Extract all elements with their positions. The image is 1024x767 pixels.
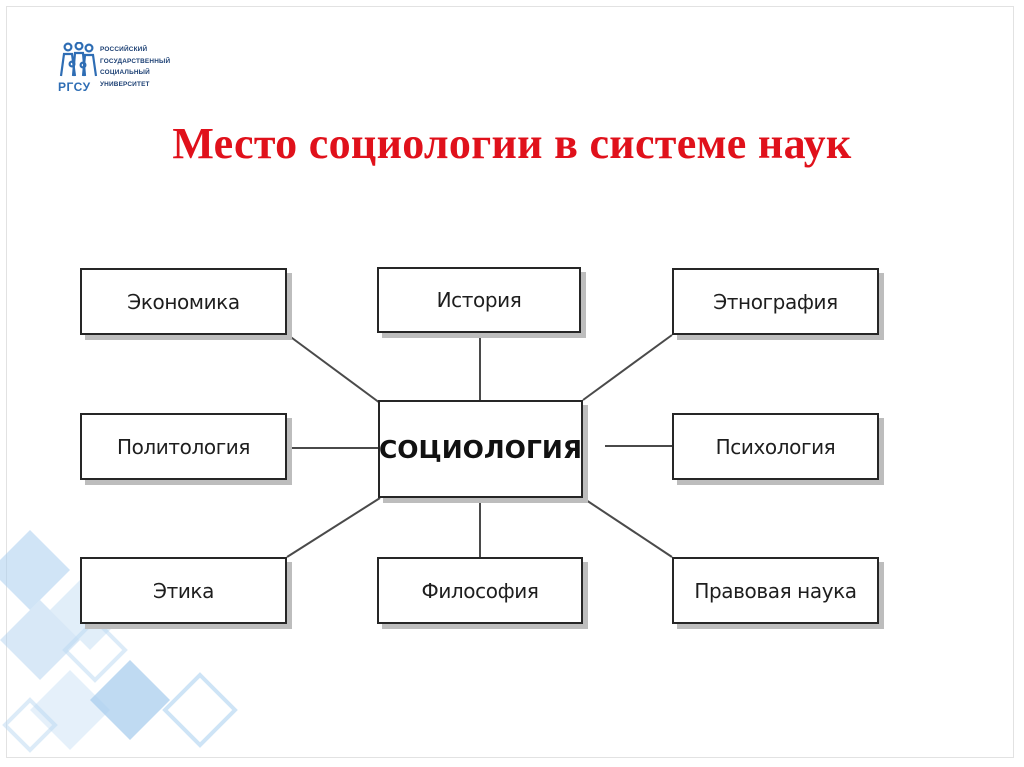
connector-line (288, 335, 380, 403)
logo-abbreviation: РГСУ (58, 80, 91, 94)
node-label: Этика (153, 578, 214, 603)
node-label: Политология (116, 434, 251, 459)
node-ethics (80, 557, 287, 624)
logo-line: ГОСУДАРСТВЕННЫЙ (100, 57, 171, 65)
node-label: Этнография (713, 289, 838, 314)
connector-line (583, 498, 672, 557)
connector-line (287, 498, 380, 557)
node-label: Правовая наука (694, 578, 857, 603)
node-psychology (672, 413, 879, 480)
node-label: Философия (421, 578, 539, 603)
node-label: Экономика (127, 289, 240, 314)
node-label: Психология (715, 434, 836, 459)
logo-line: УНИВЕРСИТЕТ (100, 80, 150, 88)
node-political-science (80, 413, 287, 480)
logo-line: РОССИЙСКИЙ (100, 46, 148, 53)
node-label: СОЦИОЛОГИЯ (378, 434, 583, 464)
logo-line: СОЦИАЛЬНЫЙ (100, 69, 150, 76)
node-economics (80, 268, 287, 335)
node-sociology-center (378, 400, 583, 498)
slide-title: Место социологии в системе наук (172, 119, 852, 168)
node-ethnography (672, 268, 879, 335)
node-law (672, 557, 879, 624)
connector-line (583, 335, 672, 400)
node-history (377, 267, 581, 333)
node-philosophy (377, 557, 583, 624)
node-label: История (436, 288, 522, 312)
